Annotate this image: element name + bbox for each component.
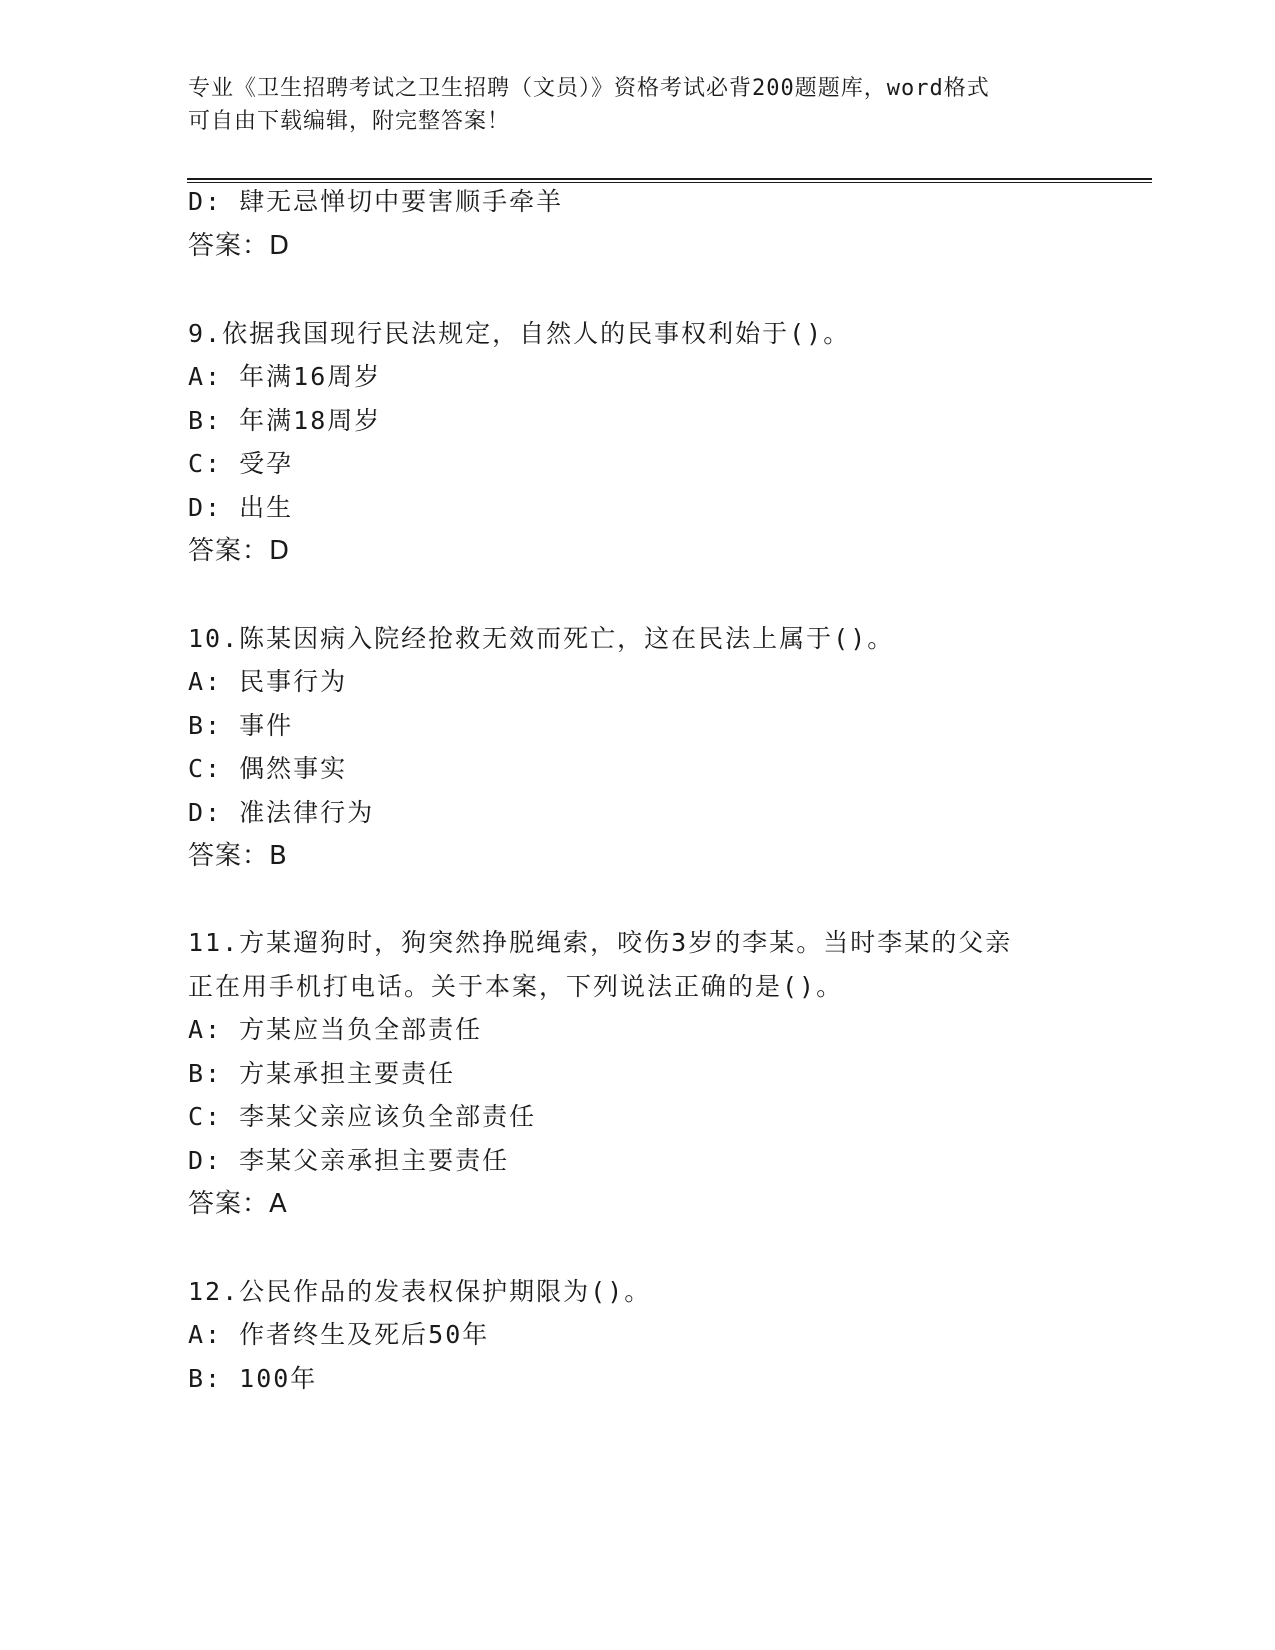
q11-option-b: B: 方某承担主要责任 <box>188 1059 456 1088</box>
q11-stem-line-1: 11.方某遛狗时，狗突然挣脱绳索，咬伤3岁的李某。当时李某的父亲 <box>188 928 1013 957</box>
q9-stem: 9.依据我国现行民法规定，自然人的民事权利始于()。 <box>188 319 851 348</box>
header-divider-thin <box>187 182 1152 183</box>
prev-option-d: D: 肆无忌惮切中要害顺手牵羊 <box>188 187 564 216</box>
document-header <box>188 72 1088 138</box>
q11-answer: 答案：A <box>188 1189 288 1219</box>
q10-option-b: B: 事件 <box>188 711 294 740</box>
header-line-2: 可自由下载编辑，附完整答案！ <box>188 109 511 134</box>
q10-option-d: D: 准法律行为 <box>188 798 375 827</box>
prev-answer: 答案：D <box>188 231 291 261</box>
q9-answer: 答案：D <box>188 536 291 566</box>
q11-option-c: C: 李某父亲应该负全部责任 <box>188 1102 537 1131</box>
q10-stem: 10.陈某因病入院经抢救无效而死亡，这在民法上属于()。 <box>188 624 895 653</box>
q11-option-d: D: 李某父亲承担主要责任 <box>188 1146 510 1175</box>
q9-option-d: D: 出生 <box>188 493 294 522</box>
header-line-1: 专业《卫生招聘考试之卫生招聘（文员）》资格考试必背200题题库，word格式 <box>188 76 990 101</box>
q9-option-c: C: 受孕 <box>188 449 294 478</box>
q9-option-a: A: 年满16周岁 <box>188 362 382 391</box>
q10-option-c: C: 偶然事实 <box>188 754 348 783</box>
q12-stem: 12.公民作品的发表权保护期限为()。 <box>188 1277 652 1306</box>
q11-option-a: A: 方某应当负全部责任 <box>188 1015 483 1044</box>
q10-answer: 答案：B <box>188 841 288 871</box>
q9-option-b: B: 年满18周岁 <box>188 406 382 435</box>
q12-option-b: B: 100年 <box>188 1364 318 1393</box>
header-divider-thick <box>187 178 1152 180</box>
q12-option-a: A: 作者终生及死后50年 <box>188 1320 490 1349</box>
q11-stem-line-2: 正在用手机打电话。关于本案，下列说法正确的是()。 <box>188 972 844 1001</box>
q10-option-a: A: 民事行为 <box>188 667 348 696</box>
